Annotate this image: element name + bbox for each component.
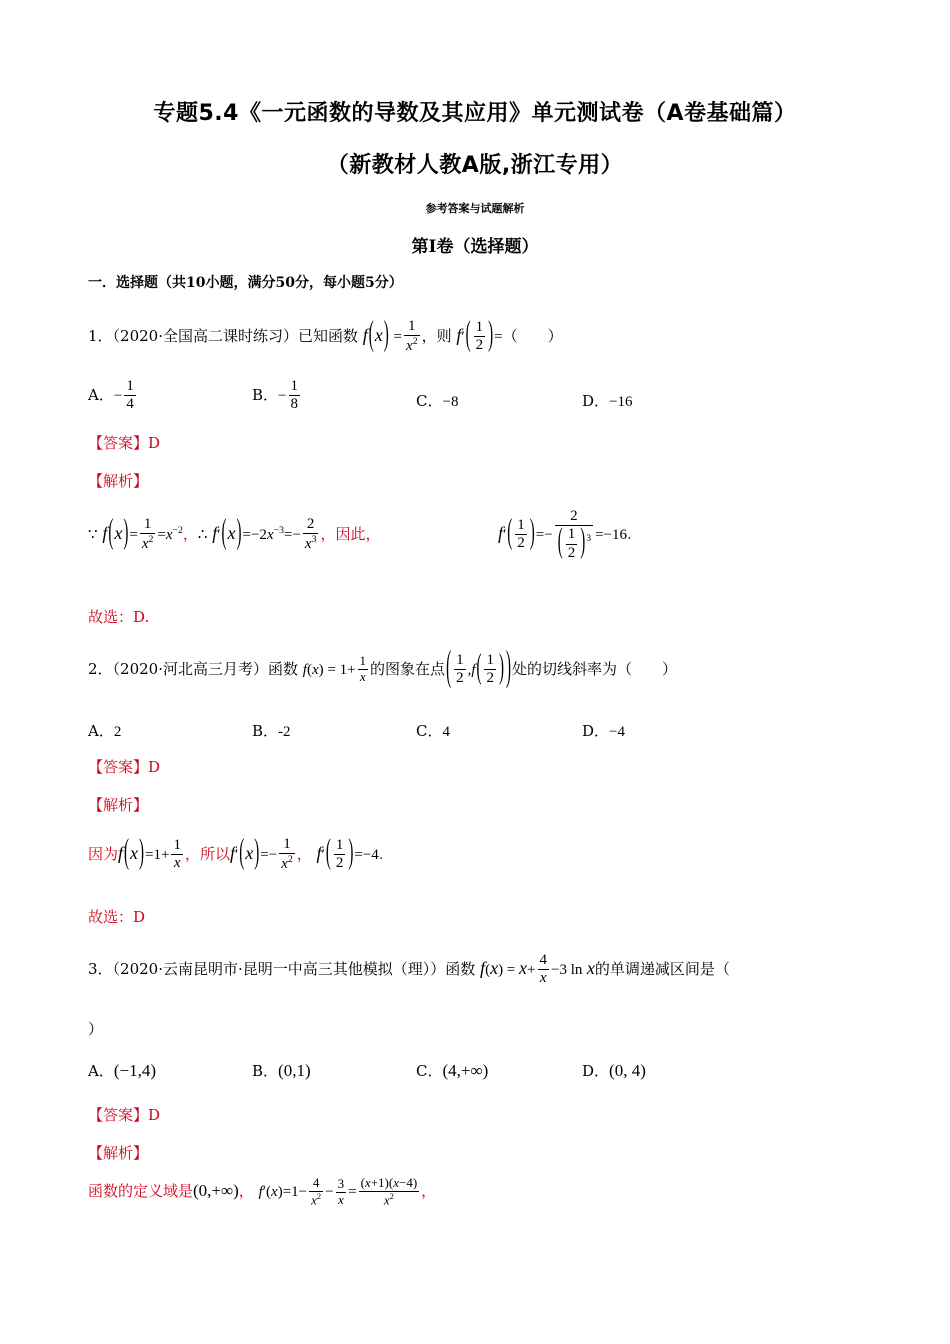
option-c: C．(4,+∞) <box>416 1061 489 1080</box>
page-subtitle: （新教材人教A版,浙江专用） <box>326 153 624 178</box>
question-1: 1．（2020·全国高二课时练习）已知函数 f(x) = $\frac{1}{x^2}$ ，则 f′( $\frac{1}{2}$ )=（ ） <box>88 317 563 355</box>
option-b: B．− $\frac{1}{8}$ <box>252 378 298 413</box>
q3-solution: 函数的定义域是(0,+∞)， f′(x)=1− $\frac{4}{x^2}$ − $\frac{3}{x}$ = $\frac{(x+1)(x-4)}{x^2}$ ， <box>88 1175 437 1208</box>
answer-key-caption: 参考答案与试题解析 <box>425 202 525 215</box>
analysis-label: 【解析】 <box>88 796 149 814</box>
option-c: C．−8 <box>416 392 459 410</box>
question-number: 2． <box>88 659 113 678</box>
analysis-label: 【解析】 <box>88 472 149 490</box>
question-3: 3．（2020·云南昆明市·昆明一中高三其他模拟（理））函数 f(x) = x+ $\frac{4}{x}$ −3 ln x的单调递减区间是（ <box>88 952 730 987</box>
option-d: D．−16 <box>582 392 633 410</box>
option-b: B．-2 <box>252 722 291 740</box>
question-number: 1． <box>88 326 113 345</box>
part-title: 第Ⅰ卷（选择题） <box>411 237 539 257</box>
analysis-label: 【解析】 <box>88 1144 149 1162</box>
q1-solution: ∵ f(x)= $\frac{1}{x^2}$ $=x^{-2}$，∴ $f'(x)=-2x^{-3}=-$ $\frac{2}{x^3}$ ，因此， <box>88 515 381 553</box>
question-source: （2020·河北高三月考）函数 <box>112 659 298 678</box>
answer-label: 【答案】D <box>88 434 161 452</box>
question-3-end: ） <box>88 1020 104 1038</box>
answer-blank: （ ） <box>502 326 563 345</box>
option-d: D．−4 <box>582 722 625 740</box>
page-title: 专题5.4《一元函数的导数及其应用》单元测试卷（A卷基础篇） <box>153 101 797 126</box>
option-d: D．(0, 4) <box>582 1061 646 1080</box>
section-title: 一．选择题（共10小题，满分50分，每小题5分） <box>88 275 403 291</box>
q2-solution: 因为f(x)=1+ $\frac{1}{x}$ ，所以f′(x)=− $\frac{1}{x^2}$ ， f′( $\frac{1}{2}$ )=−4. <box>88 835 384 873</box>
question-connector: ，则 <box>421 326 452 345</box>
option-c: C．4 <box>416 722 450 740</box>
q1-solution-result: f′( $\frac{1}{2}$ )=− 2 ( $\frac{1}{2}$ )$^3$ =−16. <box>498 508 632 561</box>
question-source: （2020·全国高二课时练习）已知函数 <box>112 326 358 345</box>
option-a: A．− $\frac{1}{4}$ <box>88 378 134 413</box>
question-2: 2．（2020·河北高三月考）函数 f(x) = 1+ $\frac{1}{x}$ 的图象在点( $\frac{1}{2}$ ,f( $\frac{1}{2}$ ) )处的切线斜率为（ ） <box>88 645 677 691</box>
option-b: B．(0,1) <box>252 1061 311 1080</box>
option-a: A．(−1,4) <box>88 1061 157 1080</box>
question-source: （2020·云南昆明市·昆明一中高三其他模拟（理））函数 <box>112 959 476 978</box>
q2-choose: 故选：D <box>88 908 146 926</box>
answer-label: 【答案】D <box>88 758 161 776</box>
option-a: A．2 <box>88 722 122 740</box>
question-number: 3． <box>88 959 113 978</box>
q1-choose: 故选：D. <box>88 608 150 626</box>
answer-label: 【答案】D <box>88 1106 161 1124</box>
